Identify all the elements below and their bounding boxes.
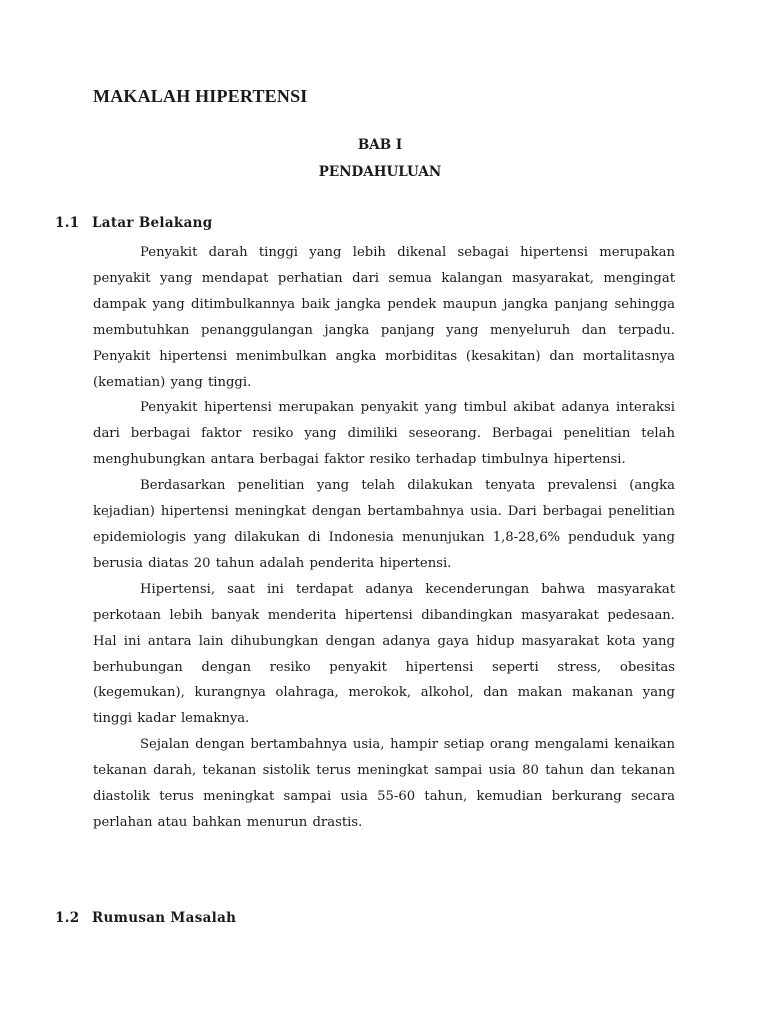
section-number: 1.2 (55, 910, 80, 926)
section-title: Latar Belakang (92, 215, 213, 231)
chapter-title: PENDAHULUAN (318, 164, 442, 180)
paragraph: Sejalan dengan bertambahnya usia, hampir setiap orang mengalami kenaikan tekanan darah, tekanan sistolik terus meningkat sampai usia 80 tahun dan tekanan diastolik terus meningkat sampai usia 55-60 tahun, kemudian berkurang secara perlahan atau bahkan menurun drastis. (93, 737, 675, 830)
section-heading-latar-belakang (55, 215, 212, 231)
document-title: MAKALAH HIPERTENSI (93, 86, 308, 106)
section-body (93, 240, 675, 836)
paragraph: Hipertensi, saat ini terdapat adanya kecenderungan bahwa masyarakat perkotaan lebih banyak menderita hipertensi dibandingkan masyarakat pedesaan. Hal ini antara lain dihubungkan dengan adanya gaya hidup masyarakat kota yang berhubungan dengan resiko penyakit hipertensi seperti stress, obesitas (kegemukan), kurangnya olahraga, merokok, alkohol, dan makan makanan yang tinggi kadar lemaknya. (93, 581, 675, 727)
section-heading-rumusan-masalah (55, 910, 236, 926)
section-number: 1.1 (55, 215, 80, 231)
paragraph: Berdasarkan penelitian yang telah dilakukan tenyata prevalensi (angka kejadian) hipertensi meningkat dengan bertambahnya usia. Dari berbagai penelitian epidemiologis yang dilakukan di Indonesia menunjukan 1,8-28,6% penduduk yang berusia diatas 20 tahun adalah penderita hipertensi. (93, 478, 675, 571)
chapter-number: BAB I (357, 137, 403, 153)
paragraph: Penyakit darah tinggi yang lebih dikenal sebagai hipertensi merupakan penyakit yang mendapat perhatian dari semua kalangan masyarakat, mengingat dampak yang ditimbulkannya baik jangka pendek maupun jangka panjang sehingga membutuhkan penanggulangan jangka panjang yang menyeluruh dan terpadu. Penyakit hipertensi menimbulkan angka morbiditas (kesakitan) dan mortalitasnya (kematian) yang tinggi. (93, 245, 675, 390)
section-title: Rumusan Masalah (92, 910, 237, 926)
paragraph: Penyakit hipertensi merupakan penyakit yang timbul akibat adanya interaksi dari berbagai faktor resiko yang dimiliki seseorang. Berbagai penelitian telah menghubungkan antara berbagai faktor resiko terhadap timbulnya hipertensi. (93, 400, 675, 468)
